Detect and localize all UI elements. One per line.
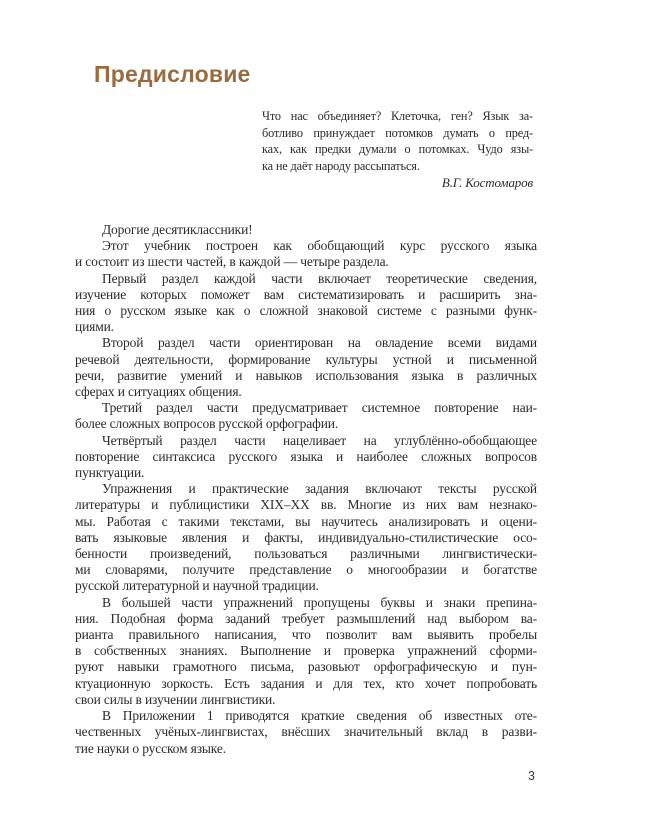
body-line: ния. Подобная форма заданий требует размышлений над выбором ва- bbox=[75, 610, 537, 626]
body-line: и состоит из шести частей, в каждой — четыре раздела. bbox=[75, 254, 389, 270]
body-line: изучение которых поможет вам систематизировать и расширить зна- bbox=[75, 286, 537, 302]
page-title: Предисловие bbox=[94, 61, 251, 87]
body-line: мы. Работая с такими текстами, вы научитесь анализировать и оцени- bbox=[75, 513, 537, 529]
body-line: повторение синтаксиса русского языка и наиболее сложных вопросов bbox=[75, 448, 537, 464]
body-line: руют навыки грамотного письма, разовьют орфографическую и пун- bbox=[75, 659, 537, 675]
body-line: более сложных вопросов русской орфографии. bbox=[75, 416, 339, 432]
page-number: 3 bbox=[528, 769, 535, 783]
body-line: ния о русском языке как о сложной знаковой системе с разными функ- bbox=[75, 303, 537, 319]
epigraph-text bbox=[262, 108, 533, 174]
body-text bbox=[75, 222, 537, 757]
body-line: свои силы в изучении лингвистики. bbox=[75, 691, 276, 707]
body-line: в собственных знаниях. Выполнение и проверка упражнений сформи- bbox=[75, 643, 537, 659]
body-line: тие науки о русском языке. bbox=[75, 740, 226, 756]
epigraph bbox=[262, 108, 533, 192]
body-line: литературы и публицистики XIX–XX вв. Многие из них вам незнако- bbox=[75, 497, 537, 513]
epigraph-line: ботливо принуждает потомков думать о пред- bbox=[262, 125, 533, 140]
body-line: Первый раздел каждой части включает теоретические сведения, bbox=[102, 270, 537, 286]
body-line: В Приложении 1 приводятся краткие сведения об известных оте- bbox=[102, 708, 537, 724]
epigraph-author: В.Г. Костомаров bbox=[441, 175, 533, 191]
body-line: речи, развитие умений и навыков использования языка в различных bbox=[75, 367, 537, 383]
body-line: русской литературной и научной традиции. bbox=[75, 578, 319, 594]
body-line: Этот учебник построен как обобщающий курс русского языка bbox=[102, 238, 537, 254]
body-line: Второй раздел части ориентирован на овладение всеми видами bbox=[102, 335, 537, 351]
body-line: вать языковые явления и факты, индивидуально-стилистические осо- bbox=[75, 529, 537, 545]
body-line: бенности произведений, пользоваться различными лингвистически- bbox=[75, 546, 537, 562]
body-line: Дорогие десятиклассники! bbox=[102, 222, 253, 237]
body-line: В большей части упражнений пропущены буквы и знаки препина- bbox=[102, 594, 537, 610]
body-line: речевой деятельности, формирование культуры устной и письменной bbox=[75, 351, 537, 367]
body-line: чественных учёных-лингвистах, внёсших значительный вклад в разви- bbox=[75, 724, 537, 740]
epigraph-line: Что нас объединяет? Клеточка, ген? Язык за- bbox=[262, 109, 533, 123]
body-line: циями. bbox=[75, 319, 114, 335]
body-line: Четвёртый раздел части нацеливает на углублённо-обобщающее bbox=[102, 432, 537, 448]
body-line: ми словарями, получите представление о многообразии и богатстве bbox=[75, 562, 537, 578]
body-line: рианта правильного написания, что позволит вам выявить пробелы bbox=[75, 627, 537, 643]
body-line: Третий раздел части предусматривает системное повторение наи- bbox=[102, 400, 537, 416]
body-line: ктуационную зоркость. Есть задания и для тех, кто хочет попробовать bbox=[75, 675, 537, 691]
body-line: Упражнения и практические задания включают тексты русской bbox=[102, 481, 537, 497]
body-line: пунктуации. bbox=[75, 465, 145, 481]
body-line: сферах и ситуациях общения. bbox=[75, 384, 242, 400]
epigraph-line: ках, как предки думали о потомках. Чудо язы- bbox=[262, 142, 533, 157]
epigraph-line: ка не даёт народу рассыпаться. bbox=[262, 158, 420, 173]
